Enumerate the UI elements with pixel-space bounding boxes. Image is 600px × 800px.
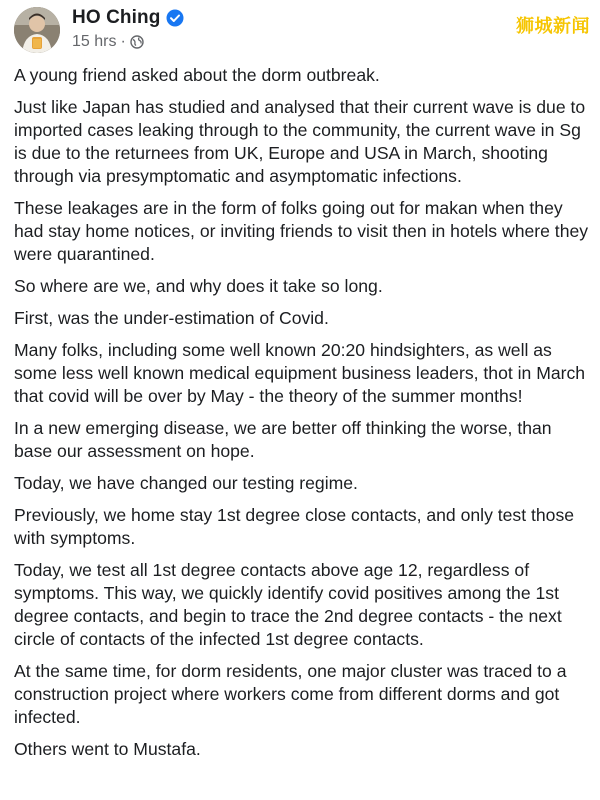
watermark-logo: 狮城新闻 — [516, 16, 590, 37]
post-body — [14, 64, 592, 770]
post-paragraph: Many folks, including some well known 20:20 hindsighters, as well as some less well known medical equipment business leaders, thot in March that covid will be over by May - the theory of the summer months! — [14, 340, 586, 406]
post-header — [0, 0, 600, 62]
post-paragraph: In a new emerging disease, we are better off thinking the worse, than base our assessment on hope. — [14, 418, 552, 461]
globe-icon[interactable] — [130, 35, 144, 49]
post-paragraph: First, was the under-estimation of Covid. — [14, 308, 329, 328]
verified-badge-icon — [166, 9, 184, 27]
post-paragraph: Just like Japan has studied and analysed that their current wave is due to imported cases leaking through to the community, the current wave in Sg is due to the returnees from UK, Europe and USA in March, shooting through via presymptomatic and asymptomatic infections. — [14, 97, 586, 186]
meta-separator: · — [120, 33, 126, 50]
post-paragraph: Previously, we home stay 1st degree close contacts, and only test those with symptoms. — [14, 505, 575, 548]
post-paragraph: At the same time, for dorm residents, one major cluster was traced to a construction project where workers come from different dorms and got infected. — [14, 661, 567, 727]
post-paragraph: A young friend asked about the dorm outbreak. — [14, 65, 380, 85]
post-meta — [72, 32, 144, 52]
author-row — [72, 6, 184, 30]
post-paragraph: Today, we have changed our testing regime. — [14, 473, 358, 493]
author-name[interactable]: HO Ching — [72, 7, 161, 28]
post-paragraph: These leakages are in the form of folks going out for makan when they had stay home notices, or inviting friends to visit then in hotels where they were quarantined. — [14, 198, 589, 264]
post-paragraph: Today, we test all 1st degree contacts above age 12, regardless of symptoms. This way, we quickly identify covid positives among the 1st degree contacts, and begin to trace the 2nd degree contacts - the next circle of contacts of the infected 1st degree contacts. — [14, 560, 562, 649]
avatar-photo-icon — [14, 7, 60, 53]
post-paragraph: So where are we, and why does it take so long. — [14, 276, 383, 296]
post-paragraph: Others went to Mustafa. — [14, 739, 201, 759]
author-avatar[interactable] — [14, 7, 60, 53]
post-timestamp[interactable]: 15 hrs — [72, 33, 117, 50]
